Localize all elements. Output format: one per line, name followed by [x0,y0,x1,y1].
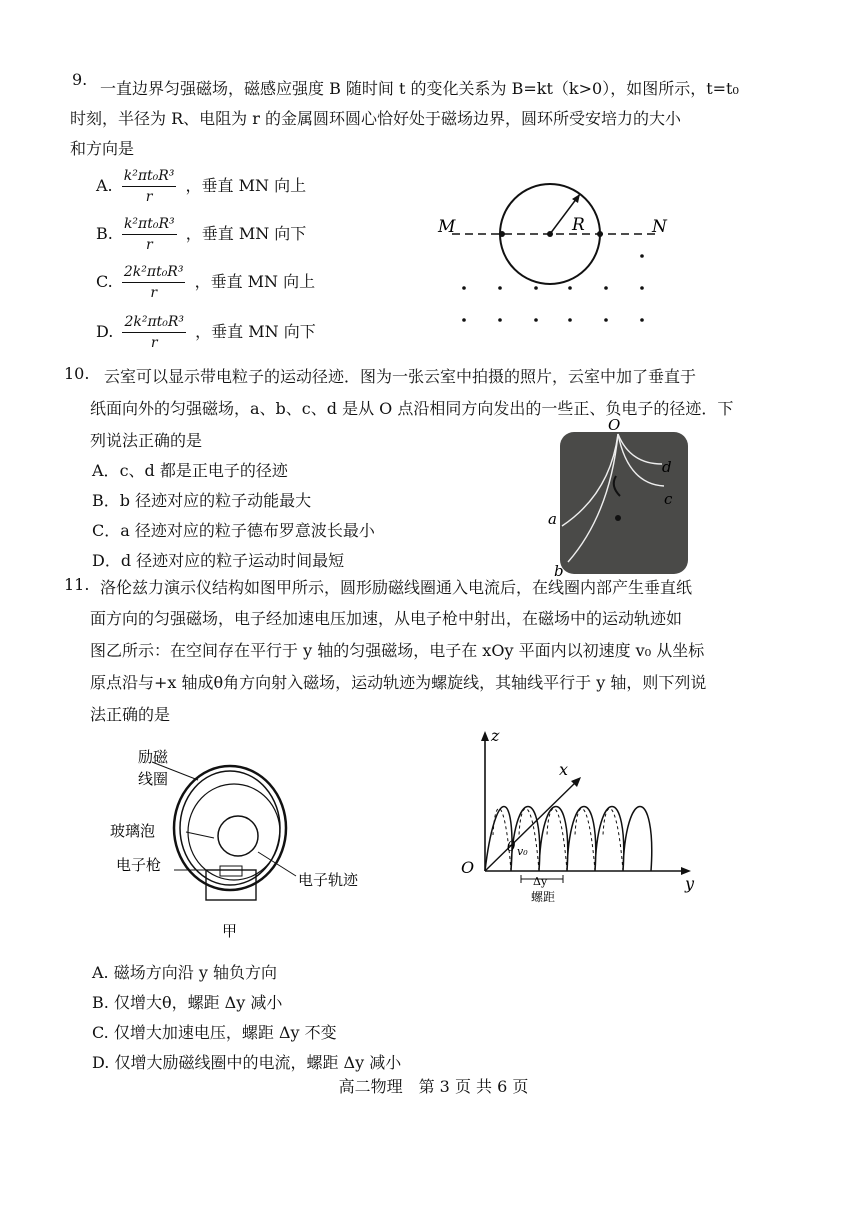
electron-track [218,816,258,856]
label-m: M [438,217,456,237]
svg-text:y: y [685,874,695,893]
radius-arrowhead [572,194,580,203]
q10-option-b[interactable]: B．b 径迹对应的粒子动能最大 [92,491,312,510]
svg-text:玻璃泡: 玻璃泡 [110,822,156,840]
q9-figure [430,180,680,330]
svg-text:O: O [461,858,475,877]
q9-option-a[interactable]: A. $\frac{\text{k²πt₀R³}}{r}$ ，垂直 MN 向上 [96,168,307,205]
q9-option-d[interactable]: D. $\frac{\text{2k²πt₀R³}}{r}$ ，垂直 MN 向下 [96,314,316,351]
caption-jia: 甲 [222,922,238,940]
q11-option-a[interactable]: A. 磁场方向沿 y 轴负方向 [92,963,277,982]
q9-option-c[interactable]: C. $\frac{\text{2k²πt₀R³}}{r}$ ，垂直 MN 向上 [96,264,316,301]
label-n: N [652,217,667,237]
label-d: d [662,458,672,476]
q11-option-d[interactable]: D. 仅增大励磁线圈中的电流，螺距 Δy 减小 [92,1053,402,1072]
svg-text:电子枪: 电子枪 [116,856,162,874]
q11-option-b[interactable]: B. 仅增大θ，螺距 Δy 减小 [92,993,283,1012]
label-r: R [572,215,585,235]
page-footer: 高二物理 第 3 页 共 6 页 [338,1077,529,1096]
q11-option-c[interactable]: C. 仅增大加速电压，螺距 Δy 不变 [92,1023,337,1042]
label-b: b [554,562,564,580]
q11-line3: 图乙所示：在空间存在平行于 y 轴的匀强磁场，电子在 xOy 平面内以初速度 v₀ 从坐标 [90,641,705,660]
q9-number: 9. [72,70,88,89]
q10-line3: 列说法正确的是 [90,431,203,450]
svg-text:θ: θ [507,839,516,855]
q9-line3: 和方向是 [70,139,135,158]
q9-line2: 时刻，半径为 R、电阻为 r 的金属圆环圆心恰好处于磁场边界，圆环所受安培力的大小 [70,109,681,128]
q9-line1: 一直边界匀强磁场，磁感应强度 B 随时间 t 的变化关系为 B=kt（k>0），如图所示，t=t₀ [100,79,739,98]
label-o: O [608,416,621,434]
q11-line5: 法正确的是 [90,705,171,724]
svg-text:v₀: v₀ [517,845,528,858]
q10-cloud-chamber-photo [540,414,690,580]
q9-option-b[interactable]: B. $\frac{\text{k²πt₀R³}}{r}$ ，垂直 MN 向下 [96,216,307,253]
q11-number: 11. [64,575,90,594]
q11-figure-jia [110,740,360,940]
q10-number: 10. [64,364,90,383]
label-c: c [664,490,673,508]
q10-line1: 云室可以显示带电粒子的运动径迹．图为一张云室中拍摄的照片，云室中加了垂直于 [104,367,697,386]
q10-line2: 纸面向外的匀强磁场，a、b、c、d 是从 O 点沿相同方向发出的一些正、负电子的径迹．下 [90,399,734,418]
svg-text:Δy: Δy [533,875,548,888]
q10-option-a[interactable]: A．c、d 都是正电子的径迹 [92,461,288,480]
q11-line2: 面方向的匀强磁场，电子经加速电压加速，从电子枪中射出，在磁场中的运动轨迹如 [90,609,683,628]
q10-option-c[interactable]: C．a 径迹对应的粒子德布罗意波长最小 [92,521,375,540]
svg-text:x: x [559,760,569,779]
svg-text:励磁: 励磁 [138,748,169,766]
q11-line1: 洛伦兹力演示仪结构如图甲所示，圆形励磁线圈通入电流后，在线圈内部产生垂直纸 [100,578,693,597]
svg-text:螺距: 螺距 [531,890,556,904]
q11-line4: 原点沿与+x 轴成θ角方向射入磁场，运动轨迹为螺旋线，其轴线平行于 y 轴，则下列说 [90,673,707,692]
svg-text:z: z [491,726,500,745]
svg-text:电子轨迹: 电子轨迹 [298,871,359,889]
q10-option-d[interactable]: D．d 径迹对应的粒子运动时间最短 [92,551,345,570]
field-dots [462,254,644,322]
label-a: a [548,510,557,528]
svg-text:线圈: 线圈 [138,770,169,788]
q11-figure-yi [455,725,705,905]
